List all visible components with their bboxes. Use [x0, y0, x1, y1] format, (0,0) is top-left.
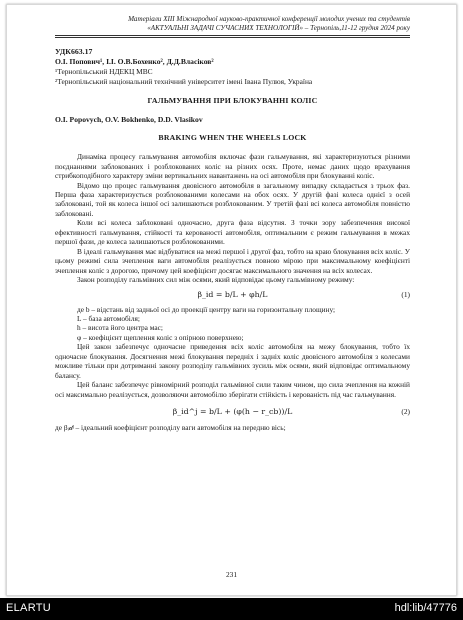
authors-ua: О.І. Попович¹, І.І. О.В.Бохенко², Д.Д.Власіков²: [55, 57, 214, 66]
header-rule-thin: [55, 37, 410, 38]
document-page: [6, 4, 457, 596]
formula-1-number: (1): [401, 290, 410, 300]
list-item: h – висота його центра мас;: [77, 323, 163, 333]
formula-2-expression: β_id^j = b/L + (φ(h − r_cb))/L: [172, 406, 293, 416]
paragraph: Цей баланс забезпечує рівномірний розподіл гальмівної сили таким чином, що сила зчеплення на кожній осі максимально реалізується, дозволяючи автомобілю зберігати стійкість і керованість під час гальмування.: [55, 380, 410, 399]
page-content: [55, 15, 410, 433]
body-text: [55, 152, 410, 432]
formula-1-expression: β_id = b/L + φh/L: [197, 290, 268, 300]
header-rule: [55, 35, 410, 36]
paragraph: де b – відстань від задньої осі до проекції центру ваги на горизонтальну площину;: [77, 304, 336, 314]
authors-en: O.I. Popovych, O.V. Bokhenko, D.D. Vlasikov: [55, 115, 203, 125]
list-item: L – база автомобіля;: [77, 313, 140, 323]
paragraph: Коли всі колеса заблоковані одночасно, друга фаза відсутня. З точки зору забезпечення високої ефективності гальмування, стійкості та керованості автомобіля, оптимальним є режим гальмування в межах першої фази, де колеса залишаються розблокованими.: [55, 218, 410, 247]
handle-link[interactable]: hdl:lib/47776: [394, 602, 457, 614]
conference-header: [55, 15, 410, 33]
formula-2-number: (2): [401, 406, 410, 416]
conference-header-line1: Матеріали XIII Міжнародної науково-практичної конференції молодих учених та студентів: [128, 15, 410, 23]
paragraph: Динаміка процесу гальмування автомобіля включає фази гальмування, які характеризуються різними поєднаннями заблокованих і розблокованих коліс на різних осях. Проте, немає даних щодо врахування стрибкоподібного характеру зміни вертикальних навантажень на осі автомобіля при блокуванні коліс.: [55, 152, 410, 181]
conference-header-line2: «АКТУАЛЬНІ ЗАДАЧІ СУЧАСНИХ ТЕХНОЛОГІЙ» – Тернопіль,11-12 грудня 2024 року: [147, 24, 410, 32]
paragraph: Цей закон забезпечує одночасне приведення всіх коліс автомобіля на межу блокування, тобто їх одночасне блокування. Досягнення межі блокування передніх і задніх коліс двовісного автомобіля з колесами можливе тільки при дотриманні закону розподілу гальмівних зусиль між осями, який відповідає оптимальному балансу.: [55, 342, 410, 380]
page-number: 231: [225, 570, 238, 579]
affiliation-1: ¹Тернопільський НДЕКЦ МВС: [55, 67, 153, 76]
udk-code: УДК663.17: [55, 47, 93, 56]
paper-title-en: BRAKING WHEN THE WHEELS LOCK: [158, 133, 307, 143]
paragraph: Закон розподілу гальмівних сил між осями, який відповідає цьому гальмівному режиму:: [77, 275, 355, 285]
paragraph: В ідеалі гальмування має відбуватися на межі першої і другої фаз, тобто на краю блокування всіх коліс. У цьому режимі сила зчеплення ваги автомобіля реалізується повною мірою при максимальному коефіцієнті зчеплення коліс з дорогою, причому цей коефіцієнт досягає максимального значення на всіх колесах.: [55, 246, 410, 275]
paper-title-ua: ГАЛЬМУВАННЯ ПРИ БЛОКУВАННІ КОЛІС: [147, 96, 318, 106]
affiliation-2: ²Тернопільський національний технічний університет імені Івана Пулюя, Україна: [55, 76, 313, 86]
repository-name: ELARTU: [6, 602, 51, 614]
list-item: φ – коефіцієнт щеплення коліс з опірною поверхнею;: [77, 332, 244, 342]
footer-bar: [0, 598, 463, 620]
formula-1: [55, 285, 410, 305]
paragraph: Відомо що процес гальмування двовісного автомобіля в загальному випадку складається з трьох фаз. Перша фаза характеризується розблокованими колесами на обох осях. У другій фазі колеса однієї з осей заблоковані, той як колеса іншої осі залишаються розблокованим. У третій фазі всі колеса автомобіля повністю заблоковані.: [55, 180, 410, 218]
formula-2: [55, 399, 410, 423]
paragraph: де βᵢ𝒹ʲ – ідеальний коефіцієнт розподілу ваги автомобіля на передню вісь;: [55, 423, 286, 433]
